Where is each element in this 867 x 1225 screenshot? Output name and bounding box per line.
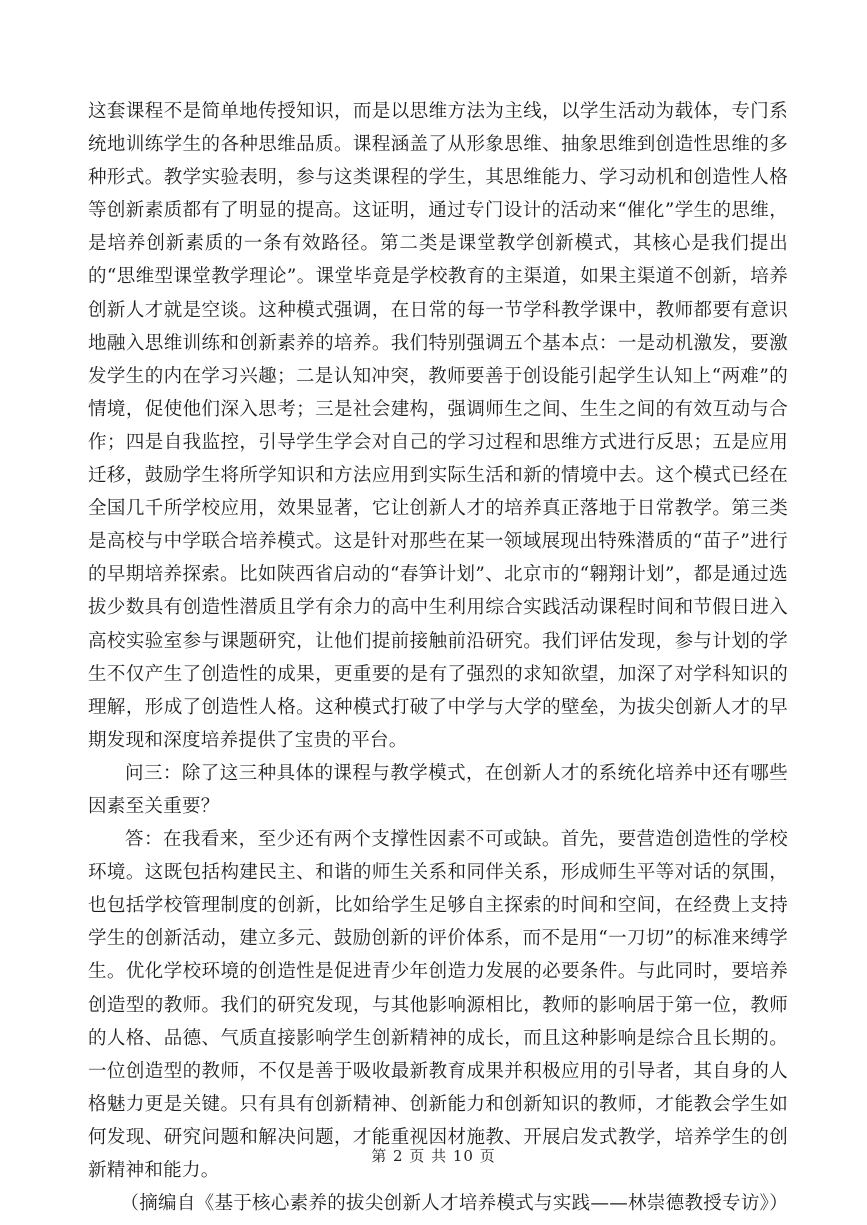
document-body: [88, 95, 788, 1220]
interview-question-3: 问三：除了这三种具体的课程与教学模式，在创新人才的系统化培养中还有哪些因素至关重要？: [88, 762, 788, 817]
interview-answer-3: 答：在我看来，至少还有两个支撑性因素不可或缺。首先，要营造创造性的学校环境。这既包括构建民主、和谐的师生关系和同伴关系，形成师生平等对话的氛围，也包括学校管理制度的创新，比如给学生足够自主探索的时间和空间，在经费上支持学生的创新活动，建立多元、鼓励创新的评价体系，而不是用“一刀切”的标准来缚学生。优化学校环境的创造性是促进青少年创造力发展的必要条件。与此同时，要培养创造型的教师。我们的研究发现，与其他影响源相比，教师的影响居于第一位，教师的人格、品德、气质直接影响学生创新精神的成长，而且这种影响是综合且长期的。一位创造型的教师，不仅是善于吸收最新教育成果并积极应用的引导者，其自身的人格魅力更是关键。只有具有创新精神、创新能力和创新知识的教师，才能教会学生如何发现、研究问题和解决问题，才能重视因材施教、开展启发式教学，培养学生的创新精神和能力。: [88, 829, 788, 1181]
paragraph-course-models: 这套课程不是简单地传授知识，而是以思维方法为主线，以学生活动为载体，专门系统地训练学生的各种思维品质。课程涵盖了从形象思维、抽象思维到创造性思维的多种形式。教学实验表明，参与这类课程的学生，其思维能力、学习动机和创造性人格等创新素质都有了明显的提高。这证明，通过专门设计的活动来“催化”学生的思维，是培养创新素质的一条有效路径。第二类是课堂教学创新模式，其核心是我们提出的“思维型课堂教学理论”。课堂毕竟是学校教育的主渠道，如果主渠道不创新，培养创新人才就是空谈。这种模式强调，在日常的每一节学科教学课中，教师都要有意识地融入思维训练和创新素养的培养。我们特别强调五个基本点：一是动机激发，要激发学生的内在学习兴趣；二是认知冲突，教师要善于创设能引起学生认知上“两难”的情境，促使他们深入思考；三是社会建构，强调师生之间、生生之间的有效互动与合作；四是自我监控，引导学生学会对自己的学习过程和思维方式进行反思；五是应用迁移，鼓励学生将所学知识和方法应用到实际生活和新的情境中去。这个模式已经在全国几千所学校应用，效果显著，它让创新人才的培养真正落地于日常教学。第三类是高校与中学联合培养模式。这是针对那些在某一领域展现出特殊潜质的“苗子”进行的早期培养探索。比如陕西省启动的“春笋计划”、北京市的“翱翔计划”，都是通过选拔少数具有创造性潜质且学有余力的高中生利用综合实践活动课程时间和节假日进入高校实验室参与课题研究，让他们提前接触前沿研究。我们评估发现，参与计划的学生不仅产生了创造性的成果，更重要的是有了强烈的求知欲望，加深了对学科知识的理解，形成了创造性人格。这种模式打破了中学与大学的壁垒，为拔尖创新人才的早期发现和深度培养提供了宝贵的平台。: [88, 101, 788, 751]
source-citation: （摘编自《基于核心素养的拔尖创新人才培养模式与实践——林崇德教授专访》）: [120, 1193, 788, 1215]
page-number-footer: 第 2 页 共 10 页: [371, 1147, 496, 1165]
